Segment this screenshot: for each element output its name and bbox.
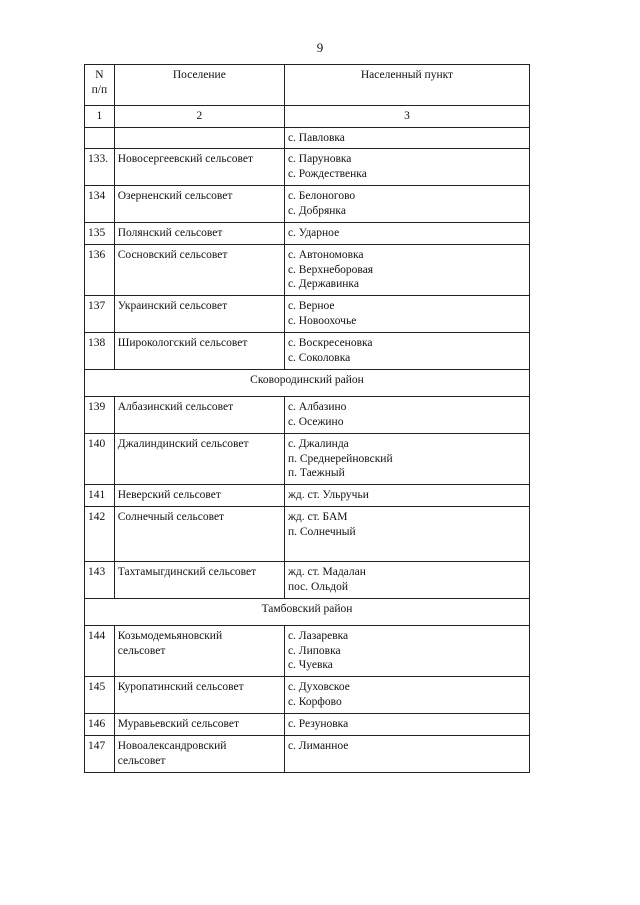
column-index-3: 3 bbox=[284, 106, 529, 128]
row-number: 139 bbox=[85, 397, 115, 434]
row-number: 134 bbox=[85, 186, 115, 223]
locality-name: п. Солнечный bbox=[287, 525, 356, 538]
row-number: 140 bbox=[85, 434, 115, 485]
settlement-cell bbox=[114, 245, 284, 296]
settlement-cell bbox=[114, 149, 284, 186]
locality-cell bbox=[284, 127, 529, 149]
settlement-name: Новоалександровский bbox=[117, 740, 227, 752]
locality-cell bbox=[284, 714, 529, 736]
locality-cell bbox=[284, 434, 529, 485]
column-index-row bbox=[85, 106, 530, 128]
settlement-cell bbox=[114, 434, 284, 485]
region-header-row bbox=[85, 599, 530, 626]
locality-name: с. Ударное bbox=[287, 227, 340, 239]
settlement-name: Куропатинский сельсовет bbox=[117, 681, 244, 693]
settlement-name: Джалиндинский сельсовет bbox=[117, 438, 249, 450]
settlement-name: Албазинский сельсовет bbox=[117, 401, 234, 413]
locality-name: с. Рождественка bbox=[287, 167, 367, 180]
settlement-name: Муравьевский сельсовет bbox=[117, 718, 239, 730]
region-title: Сковородинский район bbox=[85, 370, 530, 397]
table-body bbox=[85, 127, 530, 773]
settlements-table bbox=[84, 64, 530, 773]
locality-cell bbox=[284, 397, 529, 434]
settlement-name: Сосновский сельсовет bbox=[117, 249, 228, 261]
settlement-cell bbox=[114, 507, 284, 562]
locality-cell bbox=[284, 186, 529, 223]
page-number: 9 bbox=[316, 40, 324, 55]
locality-name: с. Липовка bbox=[287, 644, 341, 657]
table-row bbox=[85, 736, 530, 773]
locality-name: с. Павловка bbox=[287, 131, 345, 144]
settlement-name: Неверский сельсовет bbox=[117, 489, 221, 501]
locality-cell bbox=[284, 296, 529, 333]
header-number-line1: N bbox=[95, 69, 104, 81]
row-number: 142 bbox=[85, 507, 115, 562]
row-number: 135 bbox=[85, 223, 115, 245]
table-row bbox=[85, 507, 530, 562]
settlement-name: Солнечный сельсовет bbox=[117, 511, 225, 523]
locality-name: с. Добрянка bbox=[287, 204, 346, 217]
table-row bbox=[85, 562, 530, 599]
locality-name: жд. ст. БАМ bbox=[287, 511, 348, 523]
header-settlement: Поселение bbox=[114, 65, 284, 106]
table-row bbox=[85, 714, 530, 736]
row-number: 141 bbox=[85, 485, 115, 507]
settlement-name: сельсовет bbox=[117, 644, 166, 657]
settlement-name: Тахтамыгдинский сельсовет bbox=[117, 566, 257, 578]
table-row bbox=[85, 149, 530, 186]
locality-name: с. Албазино bbox=[287, 401, 347, 413]
table-row bbox=[85, 127, 530, 149]
locality-name: с. Соколовка bbox=[287, 351, 351, 364]
locality-name: с. Чуевка bbox=[287, 659, 333, 671]
settlement-cell bbox=[114, 736, 284, 773]
table-row bbox=[85, 245, 530, 296]
table-row bbox=[85, 397, 530, 434]
locality-name: с. Корфово bbox=[287, 695, 342, 708]
settlement-name: Новосергеевский сельсовет bbox=[117, 153, 253, 165]
locality-cell bbox=[284, 223, 529, 245]
locality-cell bbox=[284, 245, 529, 296]
locality-name: с. Духовское bbox=[287, 681, 350, 693]
settlement-cell bbox=[114, 333, 284, 370]
row-number: 147 bbox=[85, 736, 115, 773]
settlement-cell bbox=[114, 677, 284, 714]
locality-name: пос. Ольдой bbox=[287, 580, 349, 593]
row-number: 144 bbox=[85, 626, 115, 677]
table-row bbox=[85, 333, 530, 370]
row-number: 146 bbox=[85, 714, 115, 736]
header-number bbox=[85, 65, 115, 106]
row-number bbox=[85, 127, 115, 149]
locality-name: п. Таежный bbox=[287, 467, 345, 479]
header-locality: Населенный пункт bbox=[284, 65, 529, 106]
region-header-row bbox=[85, 370, 530, 397]
settlement-cell bbox=[114, 223, 284, 245]
locality-name: с. Верное bbox=[287, 300, 335, 312]
locality-name: жд. ст. Мадалан bbox=[287, 566, 366, 578]
settlement-cell bbox=[114, 397, 284, 434]
header-number-line2: п/п bbox=[91, 83, 108, 96]
locality-name: с. Белоногово bbox=[287, 190, 356, 202]
locality-name: с. Джалинда bbox=[287, 438, 349, 450]
table-row bbox=[85, 223, 530, 245]
table-row bbox=[85, 434, 530, 485]
settlement-name: Озерненский сельсовет bbox=[117, 190, 233, 202]
settlement-name: сельсовет bbox=[117, 754, 166, 767]
settlement-name: Полянский сельсовет bbox=[117, 227, 223, 239]
settlement-cell bbox=[114, 714, 284, 736]
table-row bbox=[85, 296, 530, 333]
locality-name: с. Лиманное bbox=[287, 740, 349, 752]
locality-name: п. Среднерейновский bbox=[287, 452, 393, 465]
locality-cell bbox=[284, 149, 529, 186]
table-row bbox=[85, 677, 530, 714]
settlement-cell bbox=[114, 127, 284, 149]
settlement-cell bbox=[114, 296, 284, 333]
locality-cell bbox=[284, 485, 529, 507]
row-number: 138 bbox=[85, 333, 115, 370]
locality-cell bbox=[284, 736, 529, 773]
locality-name: с. Осежино bbox=[287, 415, 344, 428]
row-number: 136 bbox=[85, 245, 115, 296]
row-number: 133. bbox=[85, 149, 115, 186]
locality-cell bbox=[284, 626, 529, 677]
table-row bbox=[85, 485, 530, 507]
settlement-cell bbox=[114, 485, 284, 507]
locality-name: с. Новоохочье bbox=[287, 314, 357, 327]
locality-name: с. Воскресеновка bbox=[287, 337, 373, 349]
locality-name: с. Паруновка bbox=[287, 153, 352, 165]
row-number: 137 bbox=[85, 296, 115, 333]
locality-name: с. Верхнеборовая bbox=[287, 263, 374, 276]
table-row bbox=[85, 186, 530, 223]
locality-cell bbox=[284, 507, 529, 562]
settlement-name: Широкологский сельсовет bbox=[117, 337, 248, 349]
column-index-1: 1 bbox=[85, 106, 115, 128]
settlement-cell bbox=[114, 626, 284, 677]
settlement-cell bbox=[114, 186, 284, 223]
locality-cell bbox=[284, 677, 529, 714]
locality-name: с. Резуновка bbox=[287, 718, 349, 730]
settlement-name: Украинский сельсовет bbox=[117, 300, 228, 312]
table-row bbox=[85, 626, 530, 677]
row-number: 145 bbox=[85, 677, 115, 714]
locality-cell bbox=[284, 562, 529, 599]
region-title: Тамбовский район bbox=[85, 599, 530, 626]
row-number: 143 bbox=[85, 562, 115, 599]
locality-cell bbox=[284, 333, 529, 370]
locality-name: с. Лазаревка bbox=[287, 630, 349, 642]
locality-name: жд. ст. Ульручьи bbox=[287, 489, 369, 501]
settlement-cell bbox=[114, 562, 284, 599]
locality-name: с. Автономовка bbox=[287, 249, 364, 261]
table-header-row bbox=[85, 65, 530, 106]
column-index-2: 2 bbox=[114, 106, 284, 128]
locality-name: с. Державинка bbox=[287, 278, 359, 290]
settlement-name: Козьмодемьяновский bbox=[117, 630, 223, 642]
